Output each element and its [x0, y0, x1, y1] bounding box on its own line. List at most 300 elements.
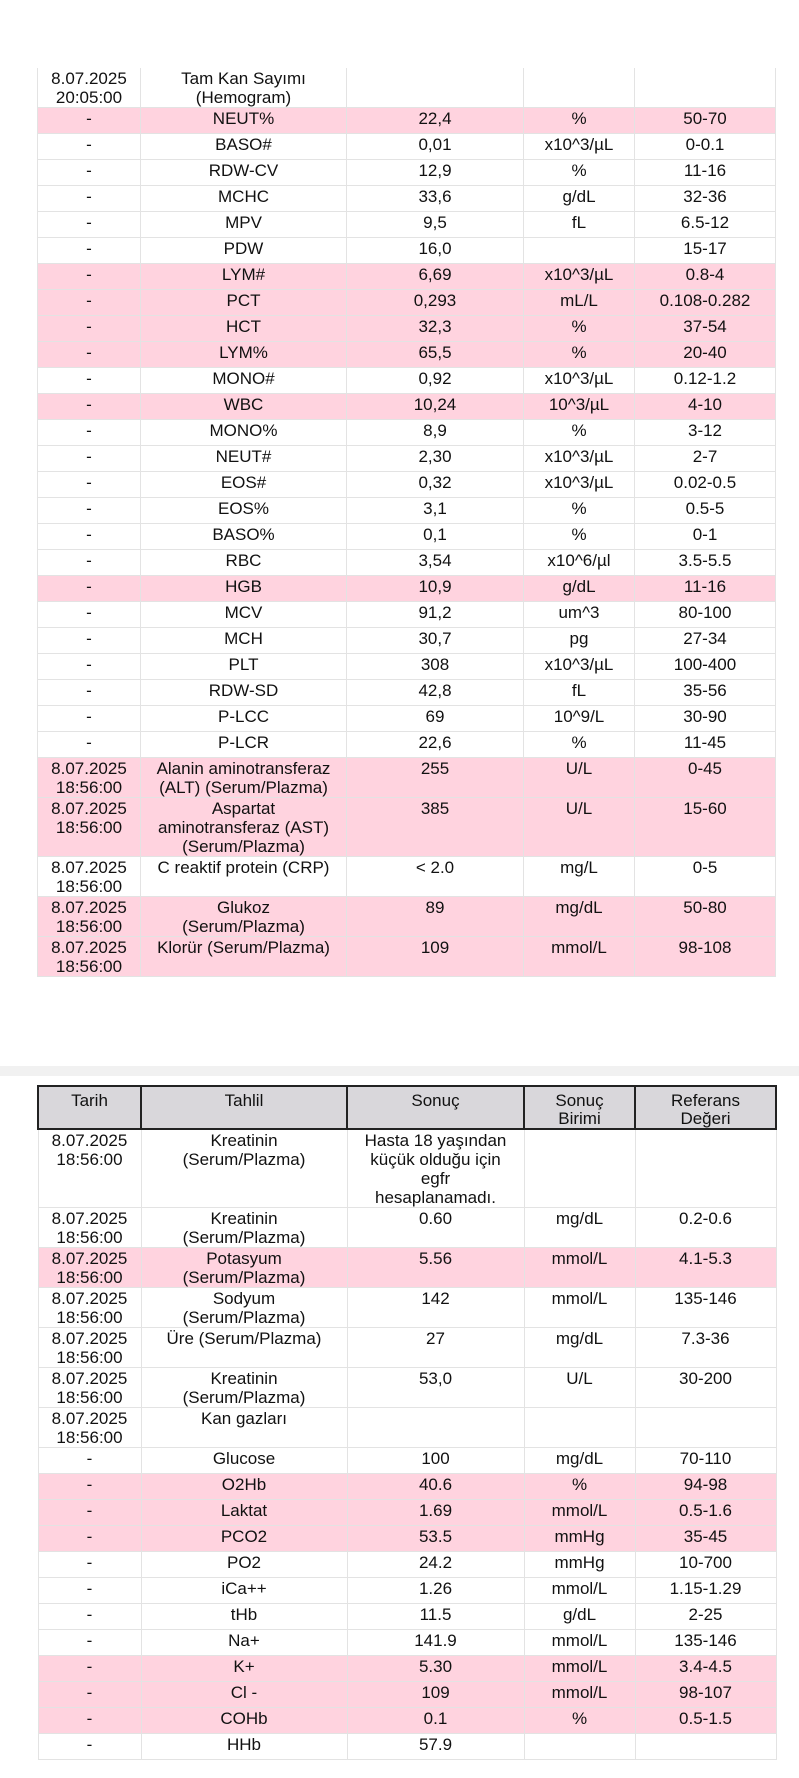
cell-reference: 0.12-1.2 [635, 368, 776, 394]
cell-unit: % [524, 108, 635, 134]
cell-reference: 2-25 [635, 1604, 776, 1630]
cell-reference: 27-34 [635, 628, 776, 654]
cell-test: Aspartat aminotransferaz (AST) (Serum/Plazma) [141, 798, 347, 857]
cell-result: 89 [347, 897, 524, 937]
lab-results-table-2 [37, 1085, 777, 1760]
cell-reference: 11-16 [635, 576, 776, 602]
cell-unit: % [524, 342, 635, 368]
header-result: Sonuç [347, 1086, 524, 1129]
cell-date: 8.07.2025 18:56:00 [38, 758, 141, 798]
cell-result: 2,30 [347, 446, 524, 472]
cell-test: P-LCR [141, 732, 347, 758]
cell-unit: mmol/L [524, 1630, 635, 1656]
cell-test: PDW [141, 238, 347, 264]
cell-date: - [38, 602, 141, 628]
cell-result: 0,293 [347, 290, 524, 316]
table-row [38, 472, 776, 498]
cell-reference: 80-100 [635, 602, 776, 628]
cell-unit: mg/dL [524, 897, 635, 937]
cell-test: Sodyum (Serum/Plazma) [141, 1288, 347, 1328]
cell-reference: 20-40 [635, 342, 776, 368]
cell-result: 100 [347, 1448, 524, 1474]
cell-unit: % [524, 524, 635, 550]
cell-reference: 37-54 [635, 316, 776, 342]
cell-unit: x10^3/µL [524, 472, 635, 498]
cell-reference: 0.02-0.5 [635, 472, 776, 498]
cell-unit: U/L [524, 1368, 635, 1408]
table-row [38, 732, 776, 758]
cell-test: BASO# [141, 134, 347, 160]
cell-test: O2Hb [141, 1474, 347, 1500]
cell-reference: 50-70 [635, 108, 776, 134]
cell-unit: mmHg [524, 1526, 635, 1552]
cell-date: 8.07.2025 20:05:00 [38, 68, 141, 108]
cell-reference: 11-16 [635, 160, 776, 186]
cell-test: tHb [141, 1604, 347, 1630]
cell-unit: x10^3/µL [524, 654, 635, 680]
cell-unit: g/dL [524, 1604, 635, 1630]
cell-result: 5.56 [347, 1248, 524, 1288]
table-row [38, 238, 776, 264]
table-row [38, 1129, 776, 1208]
cell-date: - [38, 160, 141, 186]
table-row [38, 1288, 776, 1328]
cell-unit: % [524, 1474, 635, 1500]
cell-reference: 30-200 [635, 1368, 776, 1408]
cell-result: 3,54 [347, 550, 524, 576]
cell-unit: mmol/L [524, 1578, 635, 1604]
cell-reference: 30-90 [635, 706, 776, 732]
cell-reference: 70-110 [635, 1448, 776, 1474]
cell-reference: 15-17 [635, 238, 776, 264]
cell-unit: 10^9/L [524, 706, 635, 732]
cell-unit: pg [524, 628, 635, 654]
cell-test: Cl - [141, 1682, 347, 1708]
cell-date: - [38, 1708, 141, 1734]
cell-unit: mmHg [524, 1552, 635, 1578]
cell-date: - [38, 524, 141, 550]
cell-test: MPV [141, 212, 347, 238]
cell-unit: x10^3/µL [524, 264, 635, 290]
cell-test: PO2 [141, 1552, 347, 1578]
cell-date: - [38, 1578, 141, 1604]
table-row [38, 1604, 776, 1630]
cell-test: P-LCC [141, 706, 347, 732]
cell-unit: % [524, 732, 635, 758]
cell-test: COHb [141, 1708, 347, 1734]
table-row [38, 550, 776, 576]
cell-reference [635, 1734, 776, 1760]
cell-result: 0,01 [347, 134, 524, 160]
cell-unit [524, 68, 635, 108]
cell-unit: % [524, 316, 635, 342]
cell-date: - [38, 1682, 141, 1708]
table-row [38, 316, 776, 342]
cell-date: 8.07.2025 18:56:00 [38, 1129, 141, 1208]
cell-unit [524, 1129, 635, 1208]
cell-unit: fL [524, 212, 635, 238]
cell-test: PCO2 [141, 1526, 347, 1552]
cell-unit [524, 238, 635, 264]
cell-result: 109 [347, 937, 524, 977]
cell-result: 11.5 [347, 1604, 524, 1630]
table-row [38, 1682, 776, 1708]
table-row [38, 108, 776, 134]
cell-date: - [38, 1604, 141, 1630]
cell-test: Glucose [141, 1448, 347, 1474]
cell-date: - [38, 654, 141, 680]
cell-result: 91,2 [347, 602, 524, 628]
cell-date: - [38, 1734, 141, 1760]
table-row [38, 498, 776, 524]
cell-test: RDW-SD [141, 680, 347, 706]
cell-date: - [38, 212, 141, 238]
cell-date: - [38, 420, 141, 446]
cell-result: 42,8 [347, 680, 524, 706]
cell-reference: 2-7 [635, 446, 776, 472]
cell-reference: 11-45 [635, 732, 776, 758]
cell-reference: 0.2-0.6 [635, 1208, 776, 1248]
table-row [38, 524, 776, 550]
table-row [38, 68, 776, 108]
cell-result: 3,1 [347, 498, 524, 524]
cell-date: 8.07.2025 18:56:00 [38, 1408, 141, 1448]
cell-test: Kan gazları [141, 1408, 347, 1448]
cell-result: 32,3 [347, 316, 524, 342]
cell-unit: um^3 [524, 602, 635, 628]
cell-result: 12,9 [347, 160, 524, 186]
cell-date: - [38, 550, 141, 576]
cell-unit: % [524, 1708, 635, 1734]
cell-reference [635, 1129, 776, 1208]
cell-reference: 0.108-0.282 [635, 290, 776, 316]
cell-test: MONO% [141, 420, 347, 446]
cell-result: 142 [347, 1288, 524, 1328]
cell-reference: 0-5 [635, 857, 776, 897]
cell-test: HGB [141, 576, 347, 602]
cell-date: - [38, 394, 141, 420]
cell-unit: mmol/L [524, 1656, 635, 1682]
header-date: Tarih [38, 1086, 141, 1129]
cell-result: 53,0 [347, 1368, 524, 1408]
cell-result: 10,24 [347, 394, 524, 420]
cell-result: 255 [347, 758, 524, 798]
cell-reference: 3.4-4.5 [635, 1656, 776, 1682]
cell-test: PCT [141, 290, 347, 316]
cell-date: 8.07.2025 18:56:00 [38, 937, 141, 977]
cell-reference: 10-700 [635, 1552, 776, 1578]
cell-date: - [38, 732, 141, 758]
cell-test: K+ [141, 1656, 347, 1682]
cell-result: 109 [347, 1682, 524, 1708]
cell-reference: 100-400 [635, 654, 776, 680]
cell-reference [635, 1408, 776, 1448]
table-row [38, 394, 776, 420]
header-unit: Sonuç Birimi [524, 1086, 635, 1129]
cell-date: 8.07.2025 18:56:00 [38, 1328, 141, 1368]
cell-date: - [38, 1552, 141, 1578]
cell-unit: 10^3/µL [524, 394, 635, 420]
cell-date: 8.07.2025 18:56:00 [38, 1368, 141, 1408]
cell-test: WBC [141, 394, 347, 420]
cell-result: 5.30 [347, 1656, 524, 1682]
cell-reference: 32-36 [635, 186, 776, 212]
cell-test: Kreatinin (Serum/Plazma) [141, 1129, 347, 1208]
table-row [38, 706, 776, 732]
cell-test: Na+ [141, 1630, 347, 1656]
cell-test: EOS# [141, 472, 347, 498]
table-row [38, 1368, 776, 1408]
cell-test: MONO# [141, 368, 347, 394]
cell-test: LYM# [141, 264, 347, 290]
cell-result [347, 68, 524, 108]
cell-result: 0,92 [347, 368, 524, 394]
header-test: Tahlil [141, 1086, 347, 1129]
cell-reference: 0.5-1.5 [635, 1708, 776, 1734]
cell-unit: mmol/L [524, 937, 635, 977]
cell-unit: % [524, 498, 635, 524]
cell-unit [524, 1408, 635, 1448]
cell-result: 0.1 [347, 1708, 524, 1734]
cell-unit: mg/dL [524, 1328, 635, 1368]
cell-result: 33,6 [347, 186, 524, 212]
table-row [38, 1526, 776, 1552]
cell-result [347, 1408, 524, 1448]
cell-date: - [38, 134, 141, 160]
cell-date: - [38, 1656, 141, 1682]
table-row [38, 1552, 776, 1578]
cell-date: - [38, 108, 141, 134]
cell-reference: 0.8-4 [635, 264, 776, 290]
cell-test: Kreatinin (Serum/Plazma) [141, 1368, 347, 1408]
cell-reference: 0-45 [635, 758, 776, 798]
cell-unit: mmol/L [524, 1500, 635, 1526]
cell-reference [635, 68, 776, 108]
cell-test: Tam Kan Sayımı (Hemogram) [141, 68, 347, 108]
cell-date: - [38, 446, 141, 472]
table-row [38, 212, 776, 238]
cell-result: 69 [347, 706, 524, 732]
cell-date: - [38, 186, 141, 212]
cell-unit: mg/dL [524, 1448, 635, 1474]
cell-date: - [38, 1448, 141, 1474]
cell-reference: 3.5-5.5 [635, 550, 776, 576]
cell-test: MCV [141, 602, 347, 628]
header-reference: Referans Değeri [635, 1086, 776, 1129]
table-row [38, 1448, 776, 1474]
cell-reference: 94-98 [635, 1474, 776, 1500]
cell-test: Klorür (Serum/Plazma) [141, 937, 347, 977]
cell-date: - [38, 576, 141, 602]
table-row [38, 1408, 776, 1448]
cell-test: EOS% [141, 498, 347, 524]
cell-test: Alanin aminotransferaz (ALT) (Serum/Plazma) [141, 758, 347, 798]
cell-test: HCT [141, 316, 347, 342]
cell-reference: 135-146 [635, 1288, 776, 1328]
cell-result: 30,7 [347, 628, 524, 654]
cell-reference: 7.3-36 [635, 1328, 776, 1368]
page-separator [0, 1066, 799, 1076]
cell-result: 6,69 [347, 264, 524, 290]
cell-reference: 98-108 [635, 937, 776, 977]
cell-result: 24.2 [347, 1552, 524, 1578]
cell-reference: 35-56 [635, 680, 776, 706]
cell-unit: x10^3/µL [524, 134, 635, 160]
cell-unit: U/L [524, 798, 635, 857]
cell-test: Glukoz (Serum/Plazma) [141, 897, 347, 937]
cell-date: 8.07.2025 18:56:00 [38, 897, 141, 937]
table-row [38, 368, 776, 394]
cell-reference: 6.5-12 [635, 212, 776, 238]
cell-test: MCH [141, 628, 347, 654]
cell-result: 65,5 [347, 342, 524, 368]
cell-date: - [38, 342, 141, 368]
table-row [38, 186, 776, 212]
cell-date: 8.07.2025 18:56:00 [38, 857, 141, 897]
table-row [38, 1708, 776, 1734]
cell-result: 22,4 [347, 108, 524, 134]
cell-reference: 15-60 [635, 798, 776, 857]
cell-reference: 1.15-1.29 [635, 1578, 776, 1604]
cell-date: - [38, 368, 141, 394]
cell-reference: 50-80 [635, 897, 776, 937]
cell-unit: mmol/L [524, 1682, 635, 1708]
cell-result: 57.9 [347, 1734, 524, 1760]
cell-reference: 135-146 [635, 1630, 776, 1656]
cell-test: Kreatinin (Serum/Plazma) [141, 1208, 347, 1248]
cell-unit: mmol/L [524, 1288, 635, 1328]
cell-unit: g/dL [524, 576, 635, 602]
cell-unit: fL [524, 680, 635, 706]
cell-test: HHb [141, 1734, 347, 1760]
table-row [38, 576, 776, 602]
table-row [38, 680, 776, 706]
table-row [38, 1630, 776, 1656]
cell-result: 0,32 [347, 472, 524, 498]
cell-reference: 35-45 [635, 1526, 776, 1552]
cell-unit: x10^3/µL [524, 368, 635, 394]
cell-test: Üre (Serum/Plazma) [141, 1328, 347, 1368]
table-row [38, 654, 776, 680]
table-row [38, 1578, 776, 1604]
cell-date: - [38, 498, 141, 524]
cell-test: iCa++ [141, 1578, 347, 1604]
cell-reference: 0-1 [635, 524, 776, 550]
table-row [38, 1656, 776, 1682]
cell-test: Potasyum (Serum/Plazma) [141, 1248, 347, 1288]
cell-reference: 98-107 [635, 1682, 776, 1708]
cell-unit: x10^6/µl [524, 550, 635, 576]
cell-date: - [38, 238, 141, 264]
cell-result: 8,9 [347, 420, 524, 446]
table-row [38, 420, 776, 446]
cell-unit: mg/dL [524, 1208, 635, 1248]
table-row [38, 1500, 776, 1526]
cell-date: - [38, 1500, 141, 1526]
cell-date: - [38, 290, 141, 316]
cell-result: 1.26 [347, 1578, 524, 1604]
lab-results-table-1 [37, 68, 776, 977]
table-row [38, 758, 776, 798]
cell-date: 8.07.2025 18:56:00 [38, 1248, 141, 1288]
cell-date: 8.07.2025 18:56:00 [38, 1208, 141, 1248]
cell-test: NEUT# [141, 446, 347, 472]
cell-result: 0.60 [347, 1208, 524, 1248]
cell-date: - [38, 1474, 141, 1500]
cell-date: - [38, 1526, 141, 1552]
cell-result: 40.6 [347, 1474, 524, 1500]
header-row [38, 1086, 776, 1129]
cell-date: - [38, 1630, 141, 1656]
cell-reference: 3-12 [635, 420, 776, 446]
cell-result: Hasta 18 yaşından küçük olduğu için egfr hesaplanamadı. [347, 1129, 524, 1208]
cell-result: 22,6 [347, 732, 524, 758]
cell-result: 0,1 [347, 524, 524, 550]
cell-test: RDW-CV [141, 160, 347, 186]
table-row [38, 134, 776, 160]
cell-test: PLT [141, 654, 347, 680]
cell-result: < 2.0 [347, 857, 524, 897]
table-row [38, 602, 776, 628]
cell-test: LYM% [141, 342, 347, 368]
table-row [38, 1734, 776, 1760]
table-row [38, 628, 776, 654]
cell-unit: % [524, 160, 635, 186]
cell-reference: 4.1-5.3 [635, 1248, 776, 1288]
cell-result: 10,9 [347, 576, 524, 602]
cell-date: 8.07.2025 18:56:00 [38, 1288, 141, 1328]
table-row [38, 937, 776, 977]
cell-reference: 0.5-5 [635, 498, 776, 524]
table-row [38, 1474, 776, 1500]
table-row [38, 1248, 776, 1288]
cell-result: 385 [347, 798, 524, 857]
cell-unit: U/L [524, 758, 635, 798]
table-row [38, 1328, 776, 1368]
cell-result: 16,0 [347, 238, 524, 264]
cell-unit: mmol/L [524, 1248, 635, 1288]
table-row [38, 446, 776, 472]
cell-unit: g/dL [524, 186, 635, 212]
cell-unit: mL/L [524, 290, 635, 316]
cell-test: C reaktif protein (CRP) [141, 857, 347, 897]
cell-test: MCHC [141, 186, 347, 212]
table-row [38, 897, 776, 937]
cell-reference: 4-10 [635, 394, 776, 420]
cell-reference: 0-0.1 [635, 134, 776, 160]
table-row [38, 798, 776, 857]
cell-test: NEUT% [141, 108, 347, 134]
table-row [38, 1208, 776, 1248]
cell-result: 308 [347, 654, 524, 680]
table-row [38, 264, 776, 290]
table-row [38, 290, 776, 316]
cell-date: - [38, 706, 141, 732]
cell-date: - [38, 680, 141, 706]
cell-unit: % [524, 420, 635, 446]
cell-result: 53.5 [347, 1526, 524, 1552]
cell-test: RBC [141, 550, 347, 576]
table-row [38, 342, 776, 368]
cell-reference: 0.5-1.6 [635, 1500, 776, 1526]
table-row [38, 857, 776, 897]
cell-result: 141.9 [347, 1630, 524, 1656]
cell-result: 27 [347, 1328, 524, 1368]
cell-date: - [38, 628, 141, 654]
cell-test: BASO% [141, 524, 347, 550]
cell-result: 1.69 [347, 1500, 524, 1526]
cell-test: Laktat [141, 1500, 347, 1526]
